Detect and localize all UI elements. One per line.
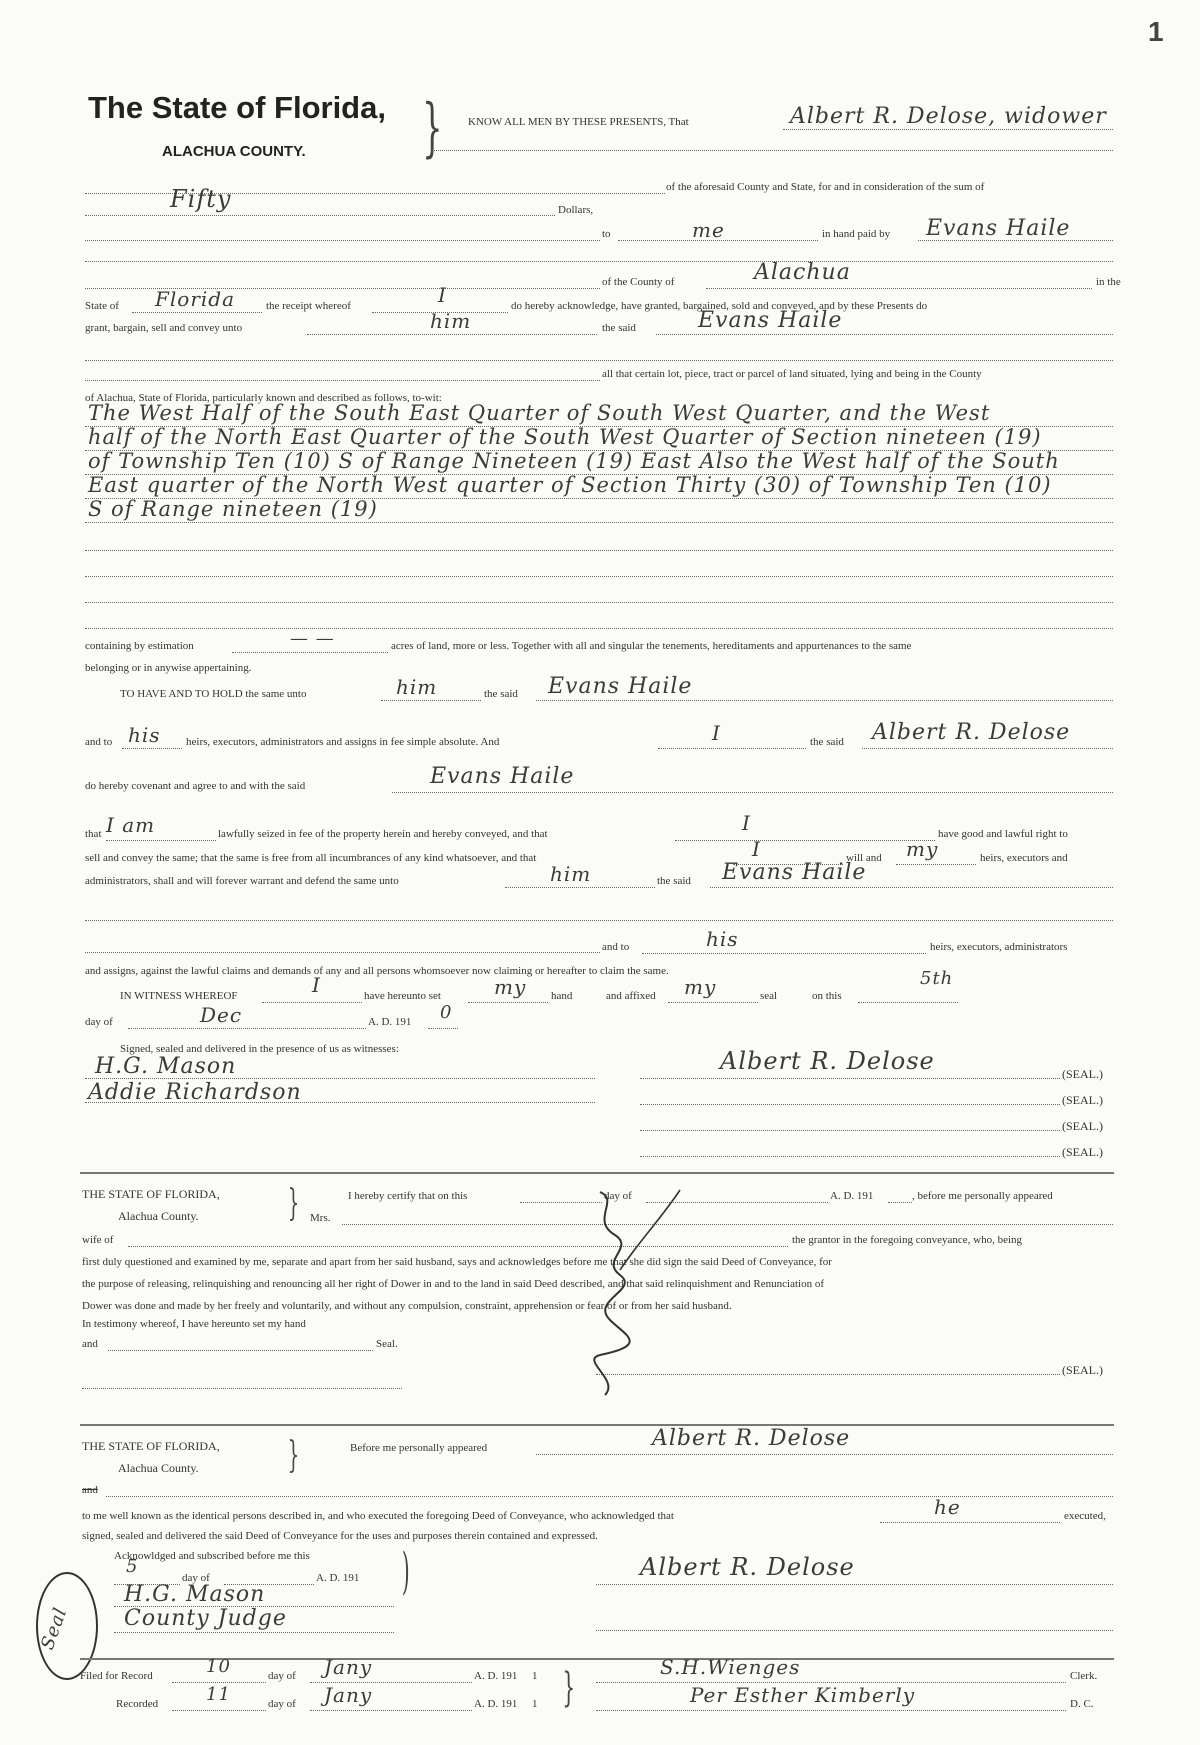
- description-line: [85, 576, 1113, 577]
- my-line: [896, 864, 976, 865]
- sum-value: Fifty: [170, 185, 232, 213]
- grantor-line-2: [862, 748, 1113, 749]
- dower-year-line: [888, 1202, 912, 1203]
- grantor-name: Albert R. Delose, widower: [790, 104, 1107, 129]
- i-line: [675, 840, 935, 841]
- year-line: [428, 1028, 458, 1029]
- signed-sealed-text: Signed, sealed and delivered in the presence of us as witnesses:: [120, 1043, 399, 1055]
- i-line: [658, 748, 806, 749]
- mrs-label: Mrs.: [310, 1212, 331, 1224]
- him-line: [505, 887, 655, 888]
- filed-day-of: day of: [268, 1670, 296, 1682]
- signature-line-1: [640, 1078, 1060, 1079]
- ack-ad: A. D. 191: [316, 1572, 360, 1584]
- executed-label: executed,: [1064, 1510, 1106, 1522]
- filed-day-line: [172, 1682, 266, 1683]
- grantor-line: [783, 129, 1113, 130]
- the-said-label-3: the said: [657, 875, 691, 887]
- seal-2: (SEAL.): [1062, 1093, 1103, 1107]
- have-set-text: have hereunto set: [364, 990, 441, 1002]
- dower-day-of: day of: [604, 1190, 632, 1202]
- dotted-line: [85, 261, 1113, 262]
- dower-seal: (SEAL.): [1062, 1363, 1103, 1377]
- ack-brace-2: ): [401, 1542, 410, 1600]
- assigns-text: and assigns, against the lawful claims and demands of any and all persons whomsoever now claiming or hereafter to claim the same.: [85, 965, 669, 977]
- on-this-label: on this: [812, 990, 842, 1002]
- dotted-line: [85, 952, 600, 953]
- have-good-text: have good and lawful right to: [938, 828, 1068, 840]
- witness-i-line: [262, 1002, 362, 1003]
- signature-line-4: [640, 1156, 1060, 1157]
- to-value: me: [692, 218, 725, 242]
- description-line: [85, 628, 1113, 629]
- dower-sign-line-left: [82, 1388, 402, 1389]
- payee-name: Evans Haile: [926, 216, 1071, 241]
- warranty-i2: I: [752, 837, 761, 861]
- containing-text: containing by estimation: [85, 640, 194, 652]
- receipt-text: the receipt whereof: [266, 300, 351, 312]
- description-line-2: half of the North East Quarter of the South West Quarter of Section nineteen (19): [88, 425, 1042, 449]
- heirs-exec-text: heirs, executors and: [980, 852, 1068, 864]
- header-line-2: [432, 150, 1113, 151]
- hand-label: hand: [551, 990, 573, 1002]
- certify-text: I hereby certify that on this: [348, 1190, 468, 1202]
- signature-line-3: [640, 1130, 1060, 1131]
- description-line-5: S of Range nineteen (19): [88, 497, 378, 521]
- description-line-1: The West Half of the South East Quarter of South West Quarter, and the West: [88, 401, 991, 425]
- grant-unto-value: him: [430, 309, 472, 333]
- section-divider-2: [80, 1424, 1114, 1426]
- day-of-label: day of: [85, 1016, 113, 1028]
- know-all-text: KNOW ALL MEN BY THESE PRESENTS, That: [468, 116, 689, 128]
- grantee-line: [656, 334, 1113, 335]
- dower-and: and: [82, 1338, 98, 1350]
- ack-county: Alachua County.: [118, 1461, 199, 1475]
- witness-my-line: [468, 1002, 548, 1003]
- his-line-2: [642, 953, 926, 954]
- warranty-his: his: [706, 927, 739, 951]
- acknowledge-text: do hereby acknowledge, have granted, bargained, sold and conveyed, and by these Presents do: [511, 300, 928, 312]
- ack-day-of: day of: [182, 1572, 210, 1584]
- witness-my: my: [494, 975, 527, 999]
- dotted-line: [85, 240, 600, 241]
- grantee-line-3: [710, 887, 1113, 888]
- dollars-label: Dollars,: [558, 204, 594, 216]
- i-value: I: [712, 721, 721, 745]
- the-said-label-2: the said: [810, 736, 844, 748]
- dower-and-line: [108, 1350, 373, 1351]
- description-line-4: East quarter of the North West quarter of Section Thirty (30) of Township Ten (10): [88, 473, 1052, 497]
- in-witness-text: IN WITNESS WHEREOF: [120, 990, 238, 1002]
- aforesaid-text: of the aforesaid County and State, for and in consideration of the sum of: [666, 181, 985, 193]
- dower-county: Alachua County.: [118, 1209, 199, 1223]
- seal-3: (SEAL.): [1062, 1119, 1103, 1133]
- ack-signature: Albert R. Delose: [640, 1553, 855, 1581]
- dotted-line: [85, 920, 1113, 921]
- dower-state: THE STATE OF FLORIDA,: [82, 1187, 220, 1201]
- witness-year-digit: 0: [440, 1002, 453, 1023]
- recorded-day-of: day of: [268, 1698, 296, 1710]
- section-divider-1: [80, 1172, 1114, 1174]
- witness-day: 5th: [920, 968, 954, 989]
- deputy-signature: Per Esther Kimberly: [690, 1683, 916, 1707]
- state-line: [132, 312, 262, 313]
- clerk-label: Clerk.: [1070, 1670, 1098, 1682]
- and-line: [106, 1496, 1113, 1497]
- heirs-exec-admin-text: heirs, executors, administrators: [930, 941, 1068, 953]
- description-line: [85, 522, 1113, 523]
- recorded-ad: A. D. 191: [474, 1698, 518, 1710]
- grant-line: [307, 334, 597, 335]
- seal-stamp: Seal: [36, 1604, 72, 1653]
- dower-text-2: the purpose of releasing, relinquishing and renouncing all her right of Dower in and to the land in said Deed described, and that said relinquishment and Renunciation of: [82, 1278, 824, 1290]
- dower-seal-word: Seal.: [376, 1338, 398, 1350]
- witness-my2: my: [684, 975, 717, 999]
- acres-text: acres of land, more or less. Together with all and singular the tenements, hereditaments and appurtenances to the same: [391, 640, 912, 652]
- description-line: [85, 602, 1113, 603]
- wife-of-label: wife of: [82, 1234, 114, 1246]
- witness-name-2: Addie Richardson: [88, 1080, 302, 1105]
- witness-month: Dec: [200, 1003, 243, 1027]
- ack-signature-line: [596, 1584, 1113, 1585]
- dotted-line: [85, 380, 600, 381]
- that-label: that: [85, 828, 102, 840]
- recorded-year: 1: [532, 1698, 538, 1710]
- witness-my2-line: [668, 1002, 758, 1003]
- iam-value: I am: [106, 813, 156, 837]
- recorded-day-line: [172, 1710, 266, 1711]
- filed-ad: A. D. 191: [474, 1670, 518, 1682]
- dower-text-3: Dower was done and made by her freely and voluntarily, and without any compulsion, constraint, apprehension or fear of or from her said husband.: [82, 1300, 732, 1312]
- recorded-label: Recorded: [116, 1698, 159, 1710]
- and-struck: and: [82, 1484, 98, 1496]
- will-and-text: will and: [846, 852, 882, 864]
- state-of-label: State of: [85, 300, 119, 312]
- sell-text: sell and convey the same; that the same is free from all incumbrances of any kind whatsoever, and that: [85, 852, 537, 864]
- page-number: 1: [1148, 16, 1164, 47]
- witness-i: I: [312, 973, 321, 997]
- signature-line-2: [640, 1104, 1060, 1105]
- seal-1: (SEAL.): [1062, 1067, 1103, 1081]
- belonging-text: belonging or in anywise appertaining.: [85, 662, 252, 674]
- witness-ad: A. D. 191: [368, 1016, 412, 1028]
- dower-ad: A. D. 191: [830, 1190, 874, 1202]
- grantee-name: Evans Haile: [698, 308, 843, 333]
- document-title: The State of Florida,: [88, 90, 386, 125]
- judge-title: County Judge: [124, 1606, 287, 1631]
- seal-label: seal: [760, 990, 778, 1002]
- unto-value: him: [396, 675, 438, 699]
- acres-value: — —: [290, 628, 335, 649]
- state-value: Florida: [155, 287, 235, 311]
- of-county-label: of the County of: [602, 276, 675, 288]
- ack-he: he: [934, 1495, 961, 1519]
- month-line: [128, 1028, 366, 1029]
- grant-text: grant, bargain, sell and convey unto: [85, 322, 243, 334]
- heirs-text: heirs, executors, administrators and assigns in fee simple absolute. And: [186, 736, 500, 748]
- unto-line: [381, 700, 481, 701]
- county-value: Alachua: [754, 260, 851, 285]
- his-value: his: [128, 723, 161, 747]
- recorded-day: 11: [206, 1684, 231, 1705]
- grantor-signature: Albert R. Delose: [720, 1047, 935, 1075]
- admins-text: administrators, shall and will forever warrant and defend the same unto: [85, 875, 399, 887]
- in-the-label: in the: [1096, 276, 1121, 288]
- dower-text-1: first duly questioned and examined by me, separate and apart from her said husband, says and acknowledges before me that she did sign the said Deed of Conveyance, for: [82, 1256, 832, 1268]
- iam-line: [106, 840, 216, 841]
- his-line: [122, 748, 182, 749]
- dc-label: D. C.: [1070, 1698, 1094, 1710]
- grantor-in-text: the grantor in the foregoing conveyance, who, being: [792, 1234, 1023, 1246]
- the-said-label: the said: [602, 322, 636, 334]
- appeared-line: [536, 1454, 1113, 1455]
- cancellation-scribble: [560, 1180, 740, 1430]
- affixed-text: and affixed: [606, 990, 656, 1002]
- header-brace: }: [422, 91, 443, 165]
- description-line: [85, 550, 1113, 551]
- ack-day: 5: [126, 1556, 139, 1577]
- before-me-text: , before me personally appeared: [912, 1190, 1053, 1202]
- testimony-text: In testimony whereof, I have hereunto set my hand: [82, 1318, 306, 1330]
- the-said-label: the said: [484, 688, 518, 700]
- dower-brace: }: [287, 1183, 300, 1224]
- covenant-line: [392, 792, 1113, 793]
- filed-label: Filed for Record: [80, 1670, 153, 1682]
- acres-line: [232, 652, 388, 653]
- filed-year: 1: [532, 1670, 538, 1682]
- day-line: [858, 1002, 958, 1003]
- seal-4: (SEAL.): [1062, 1145, 1103, 1159]
- he-line: [880, 1522, 1060, 1523]
- filed-day: 10: [206, 1656, 231, 1677]
- appeared-name: Albert R. Delose: [652, 1426, 851, 1451]
- recorded-month-line: [310, 1710, 472, 1711]
- description-line-3: of Township Ten (10) S of Range Nineteen (19) East Also the West half of the South: [88, 449, 1060, 473]
- to-have-text: TO HAVE AND TO HOLD the same unto: [120, 688, 307, 700]
- judge-name: H.G. Mason: [124, 1582, 266, 1607]
- all-that-text: all that certain lot, piece, tract or parcel of land situated, lying and being in the County: [602, 368, 982, 380]
- county-line: [706, 288, 1092, 289]
- ack-state: THE STATE OF FLORIDA,: [82, 1439, 220, 1453]
- filed-month: Jany: [324, 1655, 373, 1679]
- county-heading: ALACHUA COUNTY.: [162, 143, 306, 160]
- witness-name-1: H.G. Mason: [95, 1054, 237, 1079]
- to-label: to: [602, 228, 611, 240]
- ack-brace: }: [287, 1435, 300, 1476]
- covenant-value: Evans Haile: [430, 764, 575, 789]
- covenant-text: do hereby covenant and agree to and with the said: [85, 780, 306, 792]
- receipt-value: I: [438, 283, 447, 307]
- and-to-label-2: and to: [602, 941, 630, 953]
- warranty-grantee: Evans Haile: [722, 860, 867, 885]
- recorded-month: Jany: [324, 1683, 373, 1707]
- ack-signature-line-2: [596, 1630, 1113, 1631]
- filing-brace: }: [562, 1665, 576, 1711]
- habendum-grantor: Albert R. Delose: [872, 720, 1071, 745]
- habendum-grantee: Evans Haile: [548, 674, 693, 699]
- of-alachua-text: of Alachua, State of Florida, particularly known and described as follows, to-wit:: [85, 392, 442, 404]
- acknowledged-text: Acknowldged and subscribed before me this: [114, 1550, 310, 1562]
- section-divider-3: [80, 1658, 1114, 1660]
- dc-line: [596, 1710, 1066, 1711]
- before-text: Before me personally appeared: [350, 1442, 488, 1454]
- lawfully-text: lawfully seized in fee of the property herein and hereby conveyed, and that: [218, 828, 548, 840]
- clerk-signature: S.H.Wienges: [660, 1655, 801, 1679]
- dotted-line: [85, 360, 1113, 361]
- warranty-him: him: [550, 862, 592, 886]
- judge-title-line: [114, 1632, 394, 1633]
- warranty-my: my: [906, 837, 939, 861]
- sum-line: [85, 215, 555, 216]
- signed-delivered-text: signed, sealed and delivered the said Deed of Conveyance for the uses and purposes therein contained and expressed.: [82, 1530, 598, 1542]
- known-text: to me well known as the identical persons described in, and who executed the foregoing Deed of Conveyance, who acknowledged that: [82, 1510, 674, 1522]
- in-hand-text: in hand paid by: [822, 228, 891, 240]
- warranty-i: I: [742, 811, 751, 835]
- grantee-line: [536, 700, 1113, 701]
- and-to-label: and to: [85, 736, 113, 748]
